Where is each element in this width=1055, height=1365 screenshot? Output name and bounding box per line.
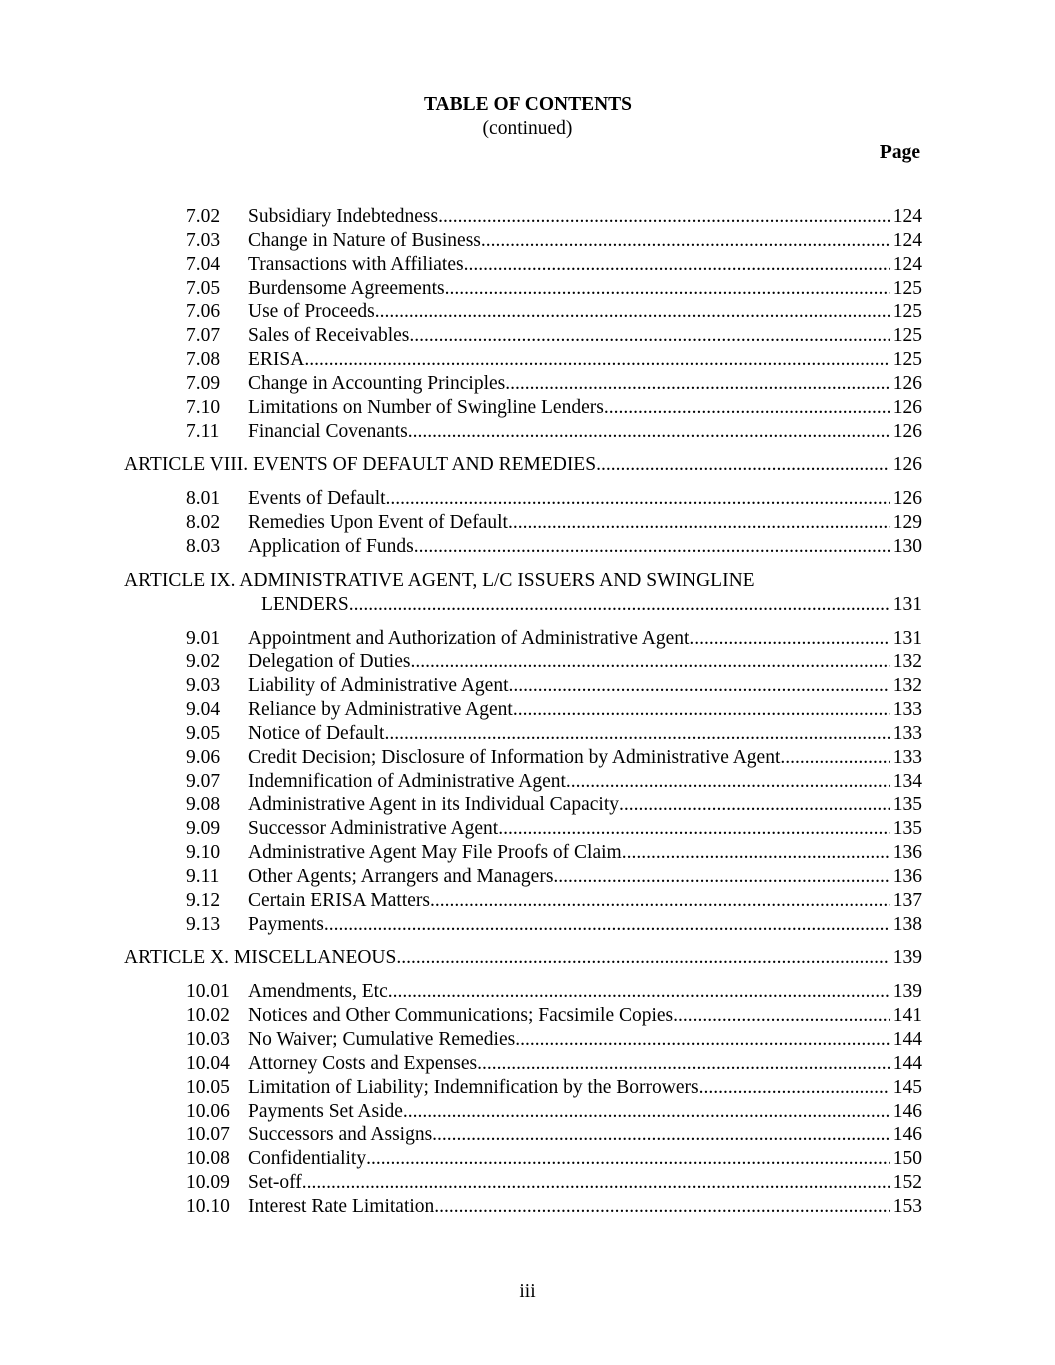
section-number: 9.01 bbox=[186, 627, 221, 649]
section-title: Successors and Assigns bbox=[248, 1124, 433, 1146]
toc-entry bbox=[0, 1052, 1055, 1076]
toc-entry bbox=[0, 1171, 1055, 1195]
section-page: 146 bbox=[892, 1124, 922, 1146]
toc-entry bbox=[0, 1147, 1055, 1171]
section-page: 135 bbox=[892, 794, 922, 816]
section-number: 7.03 bbox=[186, 229, 221, 251]
toc-entry bbox=[0, 650, 1055, 674]
section-group-7 bbox=[0, 205, 1055, 443]
section-group-8 bbox=[0, 487, 1055, 559]
toc-entry bbox=[0, 913, 1055, 937]
section-group-9 bbox=[0, 627, 1055, 937]
section-number: 10.08 bbox=[186, 1148, 230, 1170]
toc-entry bbox=[0, 865, 1055, 889]
section-title: Notices and Other Communications; Facsimile Copies. bbox=[248, 1005, 679, 1027]
toc-entry bbox=[0, 229, 1055, 253]
toc-entry bbox=[0, 1028, 1055, 1052]
section-number: 7.02 bbox=[186, 206, 221, 227]
section-number: 9.10 bbox=[186, 842, 221, 864]
article-title: ARTICLE VIII. EVENTS OF DEFAULT AND REMEDIES bbox=[124, 454, 597, 476]
section-title: Administrative Agent in its Individual Capacity bbox=[248, 794, 619, 816]
toc-entry bbox=[0, 698, 1055, 722]
section-title: Limitations on Number of Swingline Lenders bbox=[248, 396, 604, 418]
section-number: 7.09 bbox=[186, 372, 221, 394]
toc-entry bbox=[0, 980, 1055, 1004]
section-page: 125 bbox=[892, 349, 922, 371]
toc-entry bbox=[0, 889, 1055, 913]
toc-entry bbox=[0, 674, 1055, 698]
section-number: 9.04 bbox=[186, 699, 221, 721]
toc-entry bbox=[0, 300, 1055, 324]
toc-entry bbox=[0, 817, 1055, 841]
article-heading-x bbox=[0, 946, 1055, 970]
section-title: Confidentiality bbox=[248, 1148, 367, 1170]
section-number: 10.09 bbox=[186, 1172, 230, 1194]
section-page: 145 bbox=[892, 1076, 922, 1098]
section-title: ERISA bbox=[248, 349, 305, 371]
section-page: 150 bbox=[892, 1148, 922, 1170]
section-number: 9.08 bbox=[186, 794, 221, 816]
section-number: 8.03 bbox=[186, 535, 221, 557]
toc-entry bbox=[0, 487, 1055, 511]
section-page: 132 bbox=[892, 651, 922, 673]
section-title: Set-off bbox=[248, 1172, 302, 1194]
section-page: 125 bbox=[892, 325, 922, 347]
table-of-contents bbox=[0, 205, 1055, 1219]
section-title: Subsidiary Indebtedness bbox=[248, 206, 439, 227]
section-title: Remedies Upon Event of Default bbox=[248, 512, 508, 534]
toc-entry bbox=[0, 324, 1055, 348]
page-column-label: Page bbox=[879, 142, 920, 163]
toc-entry bbox=[0, 372, 1055, 396]
section-page: 125 bbox=[892, 277, 922, 299]
section-title: Other Agents; Arrangers and Managers bbox=[248, 865, 554, 887]
section-page: 132 bbox=[892, 675, 922, 697]
section-page: 129 bbox=[892, 512, 922, 534]
section-title: Delegation of Duties bbox=[248, 651, 411, 673]
section-number: 7.05 bbox=[186, 277, 221, 299]
section-title: Application of Funds bbox=[248, 535, 414, 557]
section-number: 7.08 bbox=[186, 349, 221, 371]
section-number: 7.04 bbox=[186, 253, 221, 275]
section-page: 144 bbox=[892, 1029, 922, 1050]
article-title-line1: ARTICLE IX. ADMINISTRATIVE AGENT, L/C ISSUERS AND SWINGLINE bbox=[124, 569, 755, 591]
section-page: 126 bbox=[892, 396, 922, 418]
section-number: 10.05 bbox=[186, 1076, 230, 1098]
section-page: 138 bbox=[892, 913, 922, 935]
article-page: 139 bbox=[892, 947, 922, 969]
section-page: 133 bbox=[892, 699, 922, 721]
section-page: 139 bbox=[892, 981, 922, 1003]
section-title: Liability of Administrative Agent bbox=[248, 675, 509, 697]
section-number: 10.06 bbox=[186, 1100, 230, 1122]
toc-entry bbox=[0, 1076, 1055, 1100]
section-title: Certain ERISA Matters bbox=[248, 889, 430, 911]
section-number: 9.12 bbox=[186, 889, 221, 911]
toc-entry bbox=[0, 396, 1055, 420]
article-page: 126 bbox=[892, 454, 922, 476]
toc-entry bbox=[0, 253, 1055, 277]
section-page: 144 bbox=[892, 1052, 922, 1074]
section-page: 126 bbox=[892, 420, 922, 442]
article-heading-ix-continued bbox=[0, 593, 1055, 617]
section-number: 9.02 bbox=[186, 651, 221, 673]
section-page: 124 bbox=[892, 253, 922, 275]
section-number: 8.02 bbox=[186, 512, 221, 534]
page-number: iii bbox=[519, 1281, 536, 1302]
section-page: 133 bbox=[892, 722, 922, 744]
section-number: 9.13 bbox=[186, 913, 221, 935]
section-page: 133 bbox=[892, 746, 922, 768]
section-title: Successor Administrative Agent bbox=[248, 818, 499, 840]
section-title: Change in Accounting Principles bbox=[248, 372, 506, 394]
section-title: Reliance by Administrative Agent bbox=[248, 699, 513, 721]
section-page: 130 bbox=[892, 535, 922, 557]
section-title: Change in Nature of Business bbox=[248, 229, 481, 251]
section-title: Notice of Default bbox=[248, 722, 385, 744]
section-number: 10.01 bbox=[186, 981, 230, 1003]
section-title: Transactions with Affiliates bbox=[248, 253, 464, 275]
section-number: 9.06 bbox=[186, 746, 221, 768]
section-page: 146 bbox=[892, 1100, 922, 1122]
section-title: Limitation of Liability; Indemnification by the Borrowers. bbox=[248, 1076, 704, 1098]
section-number: 7.11 bbox=[186, 420, 220, 442]
section-page: 137 bbox=[892, 889, 922, 911]
section-title: Credit Decision; Disclosure of Information by Administrative Agent bbox=[248, 746, 781, 768]
toc-entry bbox=[0, 746, 1055, 770]
section-title: Amendments, Etc bbox=[248, 981, 388, 1003]
section-title: Burdensome Agreements bbox=[248, 277, 445, 299]
toc-entry bbox=[0, 511, 1055, 535]
section-number: 9.11 bbox=[186, 865, 220, 887]
article-title-line2: LENDERS bbox=[261, 593, 349, 615]
section-number: 9.09 bbox=[186, 818, 221, 840]
section-title: Payments bbox=[248, 913, 324, 935]
section-number: 9.05 bbox=[186, 722, 221, 744]
section-number: 10.04 bbox=[186, 1052, 230, 1074]
section-page: 153 bbox=[892, 1195, 922, 1217]
page-subtitle: (continued) bbox=[482, 118, 573, 139]
section-page: 126 bbox=[892, 488, 922, 510]
section-title: Events of Default bbox=[248, 488, 386, 510]
toc-entry bbox=[0, 1100, 1055, 1124]
page-title: TABLE OF CONTENTS bbox=[423, 94, 633, 115]
section-page: 136 bbox=[892, 842, 922, 864]
section-number: 9.07 bbox=[186, 770, 221, 792]
section-number: 7.10 bbox=[186, 396, 221, 418]
section-title: Appointment and Authorization of Administrative Agent bbox=[248, 627, 690, 649]
section-page: 125 bbox=[892, 301, 922, 323]
section-group-10 bbox=[0, 980, 1055, 1218]
section-page: 124 bbox=[892, 229, 922, 251]
toc-entry bbox=[0, 535, 1055, 559]
section-number: 7.07 bbox=[186, 325, 221, 347]
section-title: Sales of Receivables bbox=[248, 325, 410, 347]
section-page: 131 bbox=[892, 627, 922, 649]
article-heading-ix bbox=[0, 569, 1055, 593]
toc-entry bbox=[0, 277, 1055, 301]
section-number: 10.03 bbox=[186, 1029, 230, 1050]
toc-entry bbox=[0, 205, 1055, 229]
section-number: 8.01 bbox=[186, 488, 221, 510]
section-title: Attorney Costs and Expenses bbox=[248, 1052, 478, 1074]
section-number: 10.02 bbox=[186, 1005, 230, 1027]
article-title: ARTICLE X. MISCELLANEOUS bbox=[124, 947, 397, 969]
toc-entry bbox=[0, 1123, 1055, 1147]
section-title: Interest Rate Limitation bbox=[248, 1195, 435, 1217]
section-page: 126 bbox=[892, 372, 922, 394]
article-page: 131 bbox=[892, 593, 922, 615]
toc-entry bbox=[0, 770, 1055, 794]
toc-entry bbox=[0, 722, 1055, 746]
section-page: 152 bbox=[892, 1172, 922, 1194]
toc-entry bbox=[0, 348, 1055, 372]
section-title: Payments Set Aside bbox=[248, 1100, 403, 1122]
section-title: Indemnification of Administrative Agent bbox=[248, 770, 566, 792]
section-page: 141 bbox=[892, 1005, 922, 1027]
section-page: 134 bbox=[892, 770, 922, 792]
section-number: 10.10 bbox=[186, 1195, 230, 1217]
section-page: 136 bbox=[892, 865, 922, 887]
section-number: 7.06 bbox=[186, 301, 221, 323]
section-title: No Waiver; Cumulative Remedies bbox=[248, 1029, 516, 1050]
toc-entry bbox=[0, 1195, 1055, 1219]
article-heading-viii bbox=[0, 453, 1055, 477]
toc-header bbox=[0, 93, 1055, 163]
section-page: 124 bbox=[892, 206, 922, 227]
section-title: Administrative Agent May File Proofs of Claim bbox=[248, 842, 622, 864]
toc-entry bbox=[0, 793, 1055, 817]
toc-entry bbox=[0, 1004, 1055, 1028]
section-number: 9.03 bbox=[186, 675, 221, 697]
section-number: 10.07 bbox=[186, 1124, 230, 1146]
toc-entry bbox=[0, 627, 1055, 651]
toc-entry bbox=[0, 841, 1055, 865]
section-page: 135 bbox=[892, 818, 922, 840]
section-title: Use of Proceeds bbox=[248, 301, 375, 323]
section-title: Financial Covenants. bbox=[248, 420, 413, 442]
toc-entry bbox=[0, 420, 1055, 444]
